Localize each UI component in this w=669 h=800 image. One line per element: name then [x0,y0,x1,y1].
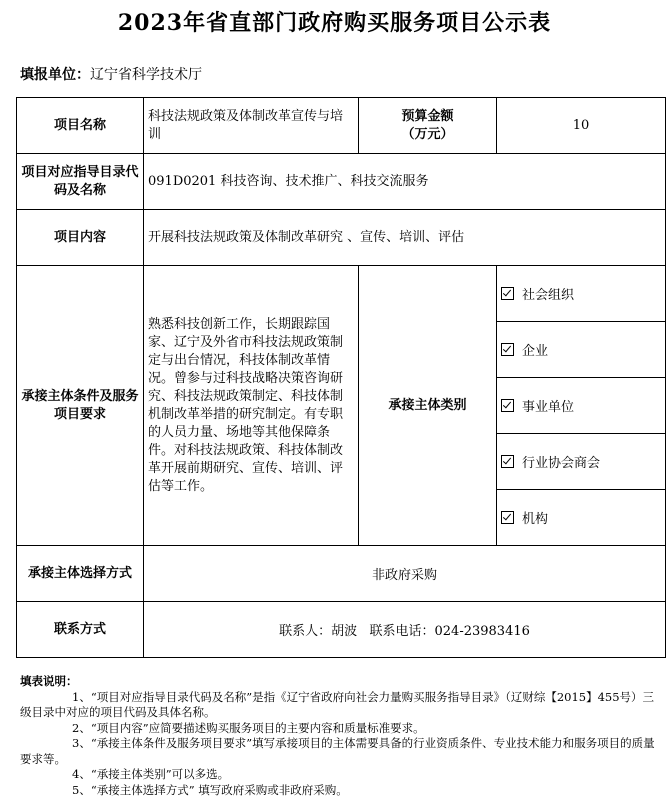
table-row [17,602,666,658]
notes-section [20,674,660,798]
selection-label: 承接主体选择方式 [17,546,144,602]
checkbox-checked-icon [501,455,514,468]
reporting-unit-label: 填报单位： [20,67,90,83]
contact-value: 联系人：胡波 联系电话：024-23983416 [144,602,666,658]
table-row [17,266,666,322]
catalog-label: 项目对应指导目录代码及名称 [17,154,144,210]
reporting-unit-value: 辽宁省科学技术厅 [90,67,202,83]
entity-type-option [497,434,666,490]
page-title: 2023年省直部门政府购买服务项目公示表 [117,10,552,36]
content-value: 开展科技法规政策及体制改革研究 、宣传、培训、评估 [144,210,666,266]
entity-type-option [497,378,666,434]
budget-label-line1: 预算金额 [401,108,454,124]
note-item: 2、“项目内容”应简要描述购买服务项目的主要内容和质量标准要求。 [72,720,425,735]
notes-title: 填表说明： [20,674,78,688]
table-row [17,210,666,266]
requirements-label: 承接主体条件及服务项目要求 [17,266,144,546]
project-table [16,97,666,658]
project-name-value: 科技法规政策及体制改革宣传与培训 [144,98,359,154]
entity-type-label: 承接主体类别 [359,266,497,546]
budget-label [359,98,497,154]
entity-type-label-text: 企业 [522,344,549,359]
note-item: 4、“承接主体类别”可以多选。 [72,767,230,781]
entity-type-label-text: 事业单位 [522,400,575,415]
note-item: 3、“承接主体条件及服务项目要求”填写承接项目的主体需要具备的行业资质条件、专业技术能力和服务项目的质量要求等。 [20,736,655,766]
budget-label-line2: （万元） [401,126,454,142]
checkbox-checked-icon [501,399,514,412]
checkbox-checked-icon [501,287,514,300]
entity-type-option [497,322,666,378]
note-item: 1、“项目对应指导目录代码及名称”是指《辽宁省政府向社会力量购买服务指导目录》（辽财综【2015】455号）三级目录中对应的项目代码及具体名称。 [20,689,655,719]
selection-value: 非政府采购 [144,546,666,602]
entity-type-label-text: 行业协会商会 [522,456,601,471]
catalog-value: 091D0201 科技咨询、技术推广、科技交流服务 [144,154,666,210]
entity-type-label-text: 社会组织 [522,288,575,303]
checkbox-checked-icon [501,343,514,356]
contact-label: 联系方式 [17,602,144,658]
budget-value: 10 [497,98,666,154]
project-name-label: 项目名称 [17,98,144,154]
reporting-unit [20,64,202,84]
entity-type-option [497,266,666,322]
table-row [17,98,666,154]
entity-type-option [497,490,666,546]
checkbox-checked-icon [501,511,514,524]
table-row [17,154,666,210]
note-item: 5、“承接主体选择方式” 填写政府采购或非政府采购。 [72,782,348,797]
requirements-value: 熟悉科技创新工作，长期跟踪国家、辽宁及外省市科技法规政策制定与出台情况，科技体制改革情况。曾参与过科技战略决策咨询研究、科技法规政策制定、科技体制机制改革举措的研究制定。有专职的人员力量、场地等其他保障条件。对科技法规政策、科技体制改革开展前期研究、宣传、培训、评估等工作。 [144,266,359,546]
table-row [17,546,666,602]
entity-type-label-text: 机构 [522,512,549,527]
content-label: 项目内容 [17,210,144,266]
